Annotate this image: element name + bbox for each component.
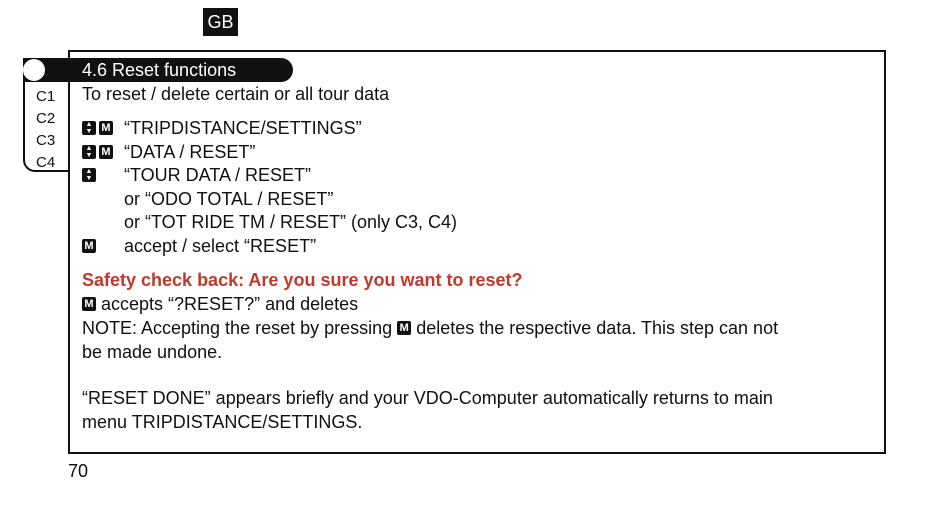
up-down-icon: ▲ ▼ [82, 168, 96, 182]
step-2-icons [82, 140, 116, 164]
safety-check-warning: Safety check back: Are you sure you want to reset? [82, 270, 523, 290]
step-1-text: “TRIPDISTANCE/SETTINGS” [124, 118, 362, 138]
model-c1: C1 [36, 88, 56, 105]
language-tag: GB [203, 8, 238, 36]
intro-text: To reset / delete certain or all tour data [82, 84, 390, 104]
up-down-icon: ▲ ▼ [82, 145, 96, 159]
section-title: 4.6 Reset functions [82, 60, 237, 80]
step-6-icons [82, 234, 99, 258]
step-2-text: “DATA / RESET” [124, 142, 256, 162]
done-line-2: menu TRIPDISTANCE/SETTINGS. [82, 412, 363, 432]
model-c3: C3 [36, 132, 56, 149]
accepts-text: accepts “?RESET?” and deletes [101, 294, 359, 314]
accepts-line [82, 292, 358, 316]
model-c4: C4 [36, 154, 56, 171]
done-line-1: “RESET DONE” appears briefly and your VDO-Computer automatically returns to main [82, 388, 773, 408]
note-line-1 [82, 316, 778, 340]
model-list [36, 86, 60, 174]
step-3-text: “TOUR DATA / RESET” [124, 165, 312, 185]
step-6-text: accept / select “RESET” [124, 236, 317, 256]
step-3-icons [82, 163, 99, 187]
section-dot-icon [23, 59, 45, 81]
step-1-icons [82, 116, 116, 140]
m-button-icon: M [99, 145, 113, 159]
m-button-icon: M [99, 121, 113, 135]
note-line-2: be made undone. [82, 342, 223, 362]
step-4-text: or “ODO TOTAL / RESET” [124, 189, 334, 209]
m-button-icon: M [397, 321, 411, 335]
m-button-icon: M [82, 297, 96, 311]
note-text-before: NOTE: Accepting the reset by pressing [82, 318, 393, 338]
page-number: 70 [68, 461, 89, 481]
up-down-icon: ▲ ▼ [82, 121, 96, 135]
m-button-icon: M [82, 239, 96, 253]
step-5-text: or “TOT RIDE TM / RESET” (only C3, C4) [124, 212, 458, 232]
model-c2: C2 [36, 110, 56, 127]
note-text-after: deletes the respective data. This step can not [416, 318, 779, 338]
